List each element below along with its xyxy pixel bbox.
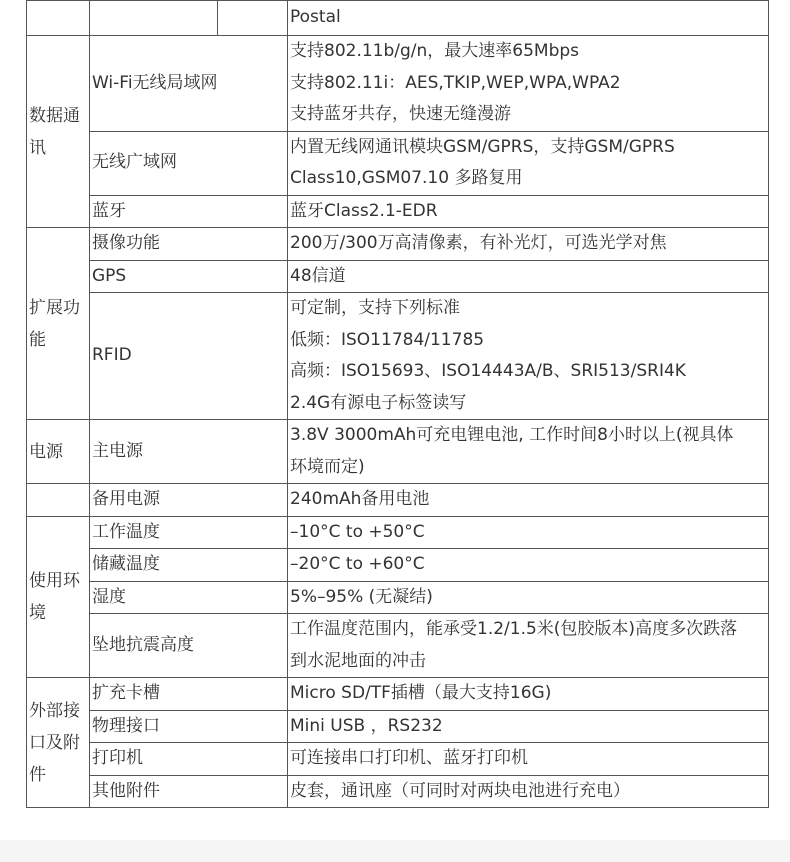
value-line: Mini USB ，RS232 [290,715,443,736]
feature-label: 工作温度 [90,516,288,549]
table-row [27,36,769,132]
value-line: 皮套，通讯座（可同时对两块电池进行充电） [290,780,630,801]
table-row [27,710,769,743]
value-line: 低频：ISO11784/11785 [290,329,485,350]
table-row [27,516,769,549]
category-label-line: 扩展功 [29,297,80,318]
category-label-line: 境 [29,602,46,623]
feature-label: 湿度 [90,581,288,614]
value-cell [288,614,769,678]
category-cell [27,420,90,484]
category-label-line: 电源 [29,441,63,462]
table-row-top [27,1,769,36]
value-cell [288,228,769,261]
table-row [27,420,769,484]
category-label-line: 口及附 [29,732,80,753]
table-row [27,131,769,195]
value-line: 蓝牙Class2.1-EDR [290,200,438,221]
value-line: 支持802.11b/g/n，最大速率65Mbps [290,41,580,61]
table-row [27,195,769,228]
table-row [27,678,769,711]
value-cell [288,743,769,776]
empty-label-cell [90,1,288,36]
feature-label: 备用电源 [90,484,288,517]
category-cell [27,484,90,517]
table-row [27,743,769,776]
feature-label: GPS [90,260,288,293]
category-label-line: 讯 [29,137,46,158]
value-line: Class10,GSM07.10 多路复用 [290,168,523,188]
value-line: Postal [290,7,341,28]
value-line: –20°C to +60°C [290,554,425,574]
table-row [27,293,769,420]
value-cell [288,484,769,517]
value-cell [288,678,769,711]
value-line: 环境而定) [290,456,365,477]
feature-label: 扩充卡槽 [90,678,288,711]
value-cell [288,420,769,484]
feature-label: 坠地抗震高度 [90,614,288,678]
feature-label: RFID [90,293,288,420]
value-line: 内置无线网通讯模块GSM/GPRS，支持GSM/GPRS [290,136,675,157]
value-line: 2.4G有源电子标签读写 [290,392,467,413]
value-line: 可连接串口打印机、蓝牙打印机 [290,748,528,768]
feature-label: 摄像功能 [90,228,288,261]
feature-label: 储藏温度 [90,549,288,582]
value-cell [288,131,769,195]
value-line: 3.8V 3000mAh可充电锂电池, 工作时间8小时以上(视具体 [290,425,734,445]
value-line: 200万/300万高清像素，有补光灯，可选光学对焦 [290,233,667,253]
category-cell [27,36,90,228]
table-row [27,614,769,678]
value-line: 高频：ISO15693、ISO14443A/B、SRI513/SRI4K [290,361,686,381]
table-row [27,775,769,808]
value-cell [288,1,769,36]
value-line: 支持802.11i：AES,TKIP,WEP,WPA,WPA2 [290,72,621,93]
feature-label: 无线广域网 [90,131,288,195]
table-row [27,484,769,517]
feature-label: 蓝牙 [90,195,288,228]
value-line: 5%–95% (无凝结) [290,586,433,607]
value-line: 工作温度范围内，能承受1.2/1.5米(包胶版本)高度多次跌落 [290,619,738,639]
feature-label: Wi-Fi无线局域网 [90,36,288,132]
spec-table-body [27,1,769,808]
feature-label: 打印机 [90,743,288,776]
value-cell [288,516,769,549]
value-cell [288,293,769,420]
value-line: 到水泥地面的冲击 [290,650,426,671]
value-line: Micro SD/TF插槽（最大支持16G) [290,683,552,703]
value-line: 48信道 [290,265,346,286]
empty-category-cell [27,1,90,36]
feature-label: 其他附件 [90,775,288,808]
sub-divider [92,1,218,35]
value-cell [288,549,769,582]
table-row [27,549,769,582]
value-line: 支持蓝牙共存，快速无缝漫游 [290,104,511,124]
value-cell [288,195,769,228]
table-row [27,581,769,614]
category-label-line: 使用环 [29,570,80,591]
category-cell [27,228,90,420]
category-cell [27,516,90,678]
value-line: 240mAh备用电池 [290,489,430,509]
feature-label: 物理接口 [90,710,288,743]
category-cell [27,678,90,808]
category-label-line: 外部接 [29,700,80,721]
table-row [27,260,769,293]
category-label-line: 数据通 [29,105,80,126]
value-cell [288,260,769,293]
value-line: –10°C to +50°C [290,521,425,542]
feature-label: 主电源 [90,420,288,484]
category-label-line: 件 [29,764,46,785]
value-cell [288,775,769,808]
value-cell [288,581,769,614]
spec-table [26,0,769,808]
value-cell [288,710,769,743]
value-cell [288,36,769,132]
table-row [27,228,769,261]
value-line: 可定制，支持下列标准 [290,298,460,318]
category-label-line: 能 [29,329,46,350]
